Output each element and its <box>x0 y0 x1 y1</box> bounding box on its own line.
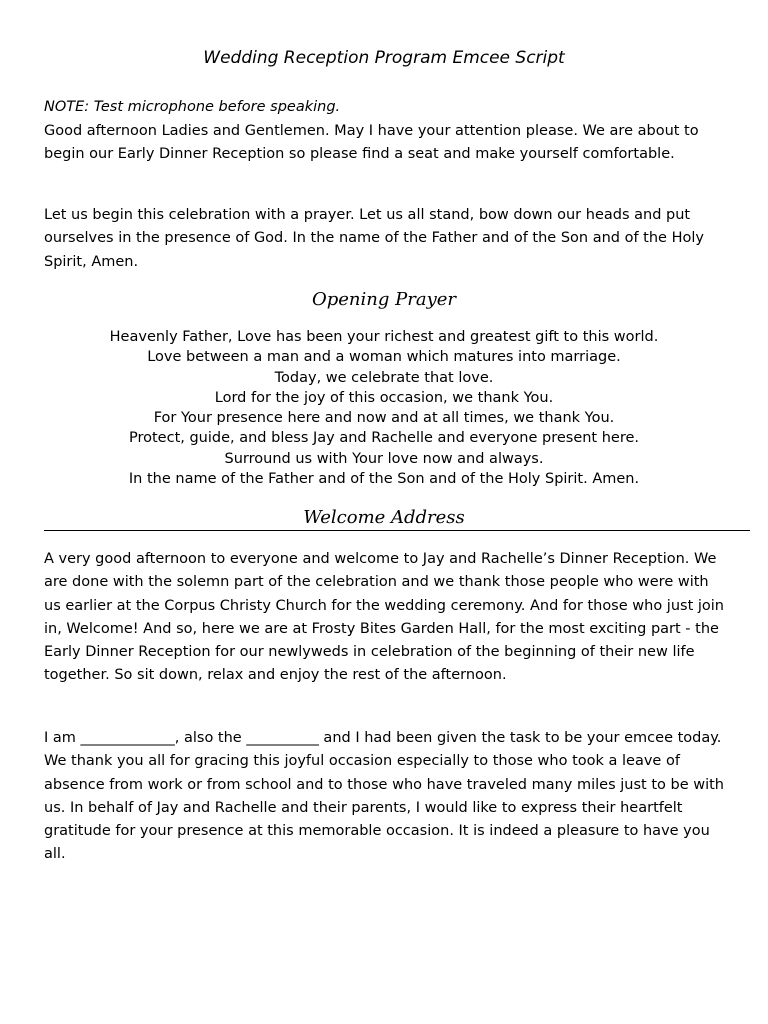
opening-prayer-heading: Opening Prayer <box>312 289 456 310</box>
prayer-intro-paragraph: Let us begin this celebration with a prayer. Let us all stand, bow down our heads and put ourselves in the presence of God. In the name of the Father and of the Son and of the Holy Spirit, Amen. <box>44 207 704 270</box>
prayer-line: Lord for the joy of this occasion, we thank You. <box>214 389 554 406</box>
emcee-introduction-paragraph: I am _____________, also the __________ and I had been given the task to be your emcee today. We thank you all for gracing this joyful occasion especially to those who took a leave of absence from work or from school and to those who have traveled many miles just to be with us. In behalf of Jay and Rachelle and their parents, I would like to express their heartfelt gratitude for your presence at this memorable occasion. It is indeed a pleasure to have you all. <box>44 730 724 863</box>
prayer-line: Love between a man and a woman which matures into marriage. <box>147 349 621 366</box>
opening-prayer-lines <box>0 327 768 489</box>
prayer-line: Heavenly Father, Love has been your richest and greatest gift to this world. <box>109 329 659 345</box>
welcome-address-heading: Welcome Address <box>303 507 465 528</box>
prayer-line: Today, we celebrate that love. <box>274 369 494 386</box>
welcome-paragraph: A very good afternoon to everyone and welcome to Jay and Rachelle’s Dinner Reception. We are done with the solemn part of the celebration and we thank those people who were with us earlier at the Corpus Christy Church for the wedding ceremony. And for those who just join in, Welcome! And so, here we are at Frosty Bites Garden Hall, for the most exciting part - the Early Dinner Reception for our newlyweds in celebration of the beginning of their new life together. So sit down, relax and enjoy the rest of the afternoon. <box>44 551 724 684</box>
microphone-note: NOTE: Test microphone before speaking. <box>44 99 341 115</box>
prayer-line: In the name of the Father and of the Son and of the Holy Spirit. Amen. <box>128 471 640 488</box>
document-title: Wedding Reception Program Emcee Script <box>203 48 565 68</box>
section-divider <box>44 530 750 531</box>
intro-paragraph: Good afternoon Ladies and Gentlemen. May I have your attention please. We are about to begin our Early Dinner Reception so please find a seat and make yourself comfortable. <box>44 123 699 163</box>
prayer-line: Surround us with Your love now and always. <box>224 450 544 467</box>
prayer-line: Protect, guide, and bless Jay and Rachelle and everyone present here. <box>128 430 640 447</box>
prayer-line: For Your presence here and now and at all times, we thank You. <box>153 410 615 427</box>
